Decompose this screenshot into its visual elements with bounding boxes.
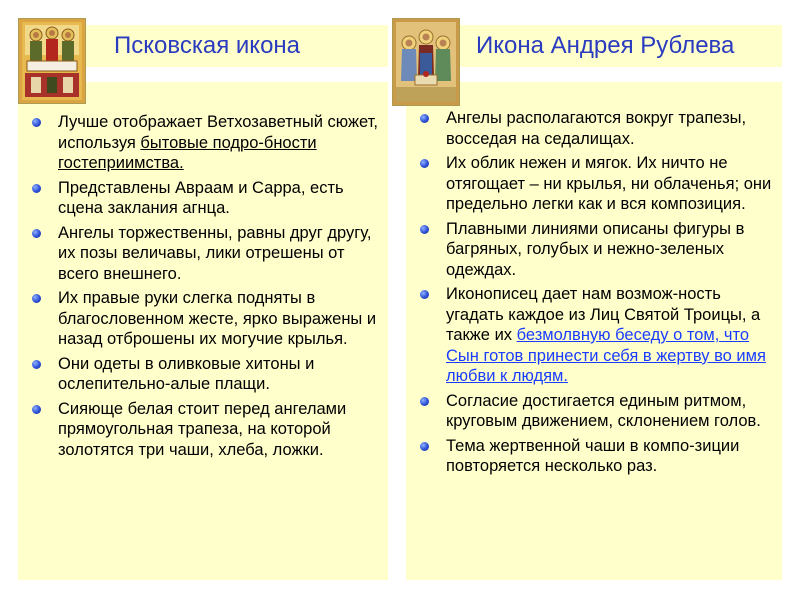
list-item: Их правые руки слегка подняты в благословенном жесте, ярко выражены и назад отброшены их могучие крылья. — [32, 288, 384, 350]
list-item: Иконописец дает нам возмож-ность угадать каждое из Лиц Святой Троицы, а также их безмолвную беседу о том, что Сын готов принести себя в жертву во имя любви к людям. — [420, 284, 780, 387]
left-bullet-list — [32, 112, 384, 464]
list-item: Согласие достигается единым ритмом, круговым движением, склонением голов. — [420, 391, 780, 432]
bullet-icon — [420, 442, 429, 451]
left-panel-title: Псковская икона — [114, 32, 301, 59]
list-item: Тема жертвенной чаши в компо-зиции повторяется несколько раз. — [420, 436, 780, 477]
list-item: Ангелы торжественны, равны друг другу, их позы величавы, лики отрешены от всего внешнего. — [32, 223, 384, 285]
left-panel-body — [18, 82, 388, 580]
bullet-icon — [32, 405, 41, 414]
list-item: Сияюще белая стоит перед ангелами прямоугольная трапеза, на которой золотятся три чаши, хлеба, ложки. — [32, 399, 384, 461]
list-item: Ангелы располагаются вокруг трапезы, восседая на седалищах. — [420, 108, 780, 149]
bullet-icon — [32, 294, 41, 303]
list-item: Лучше отображает Ветхозаветный сюжет, используя бытовые подро-бности гостеприимства. — [32, 112, 384, 174]
rublev-icon-illustration — [393, 19, 459, 105]
right-panel-title: Икона Андрея Рублева — [476, 32, 735, 59]
list-item: Их облик нежен и мягок. Их ничто не отягощает – ни крылья, ни облаченья; они предельно легки как и вся композиция. — [420, 153, 780, 215]
bullet-icon — [420, 114, 429, 123]
list-item: Представлены Авраам и Сарра, есть сцена заклания агнца. — [32, 178, 384, 219]
right-bullet-list — [420, 108, 780, 481]
bullet-icon — [32, 184, 41, 193]
trinity-conversation-link[interactable]: безмолвную беседу о том, что Сын готов принести себя в жертву во имя любви к людям — [446, 326, 766, 385]
bullet-icon — [420, 397, 429, 406]
bullet-icon — [32, 360, 41, 369]
bullet-icon — [420, 159, 429, 168]
list-item: Они одеты в оливковые хитоны и ослепительно-алые плащи. — [32, 354, 384, 395]
bullet-icon — [32, 118, 41, 127]
bullet-icon — [32, 229, 41, 238]
list-item: Плавными линиями описаны фигуры в багряных, голубых и нежно-зеленых одеждах. — [420, 219, 780, 281]
rublev-icon-image — [392, 18, 460, 106]
bullet-icon — [420, 290, 429, 299]
pskov-icon-illustration — [19, 19, 85, 103]
pskov-icon-image — [18, 18, 86, 104]
right-panel-body — [406, 82, 782, 580]
bullet-icon — [420, 225, 429, 234]
